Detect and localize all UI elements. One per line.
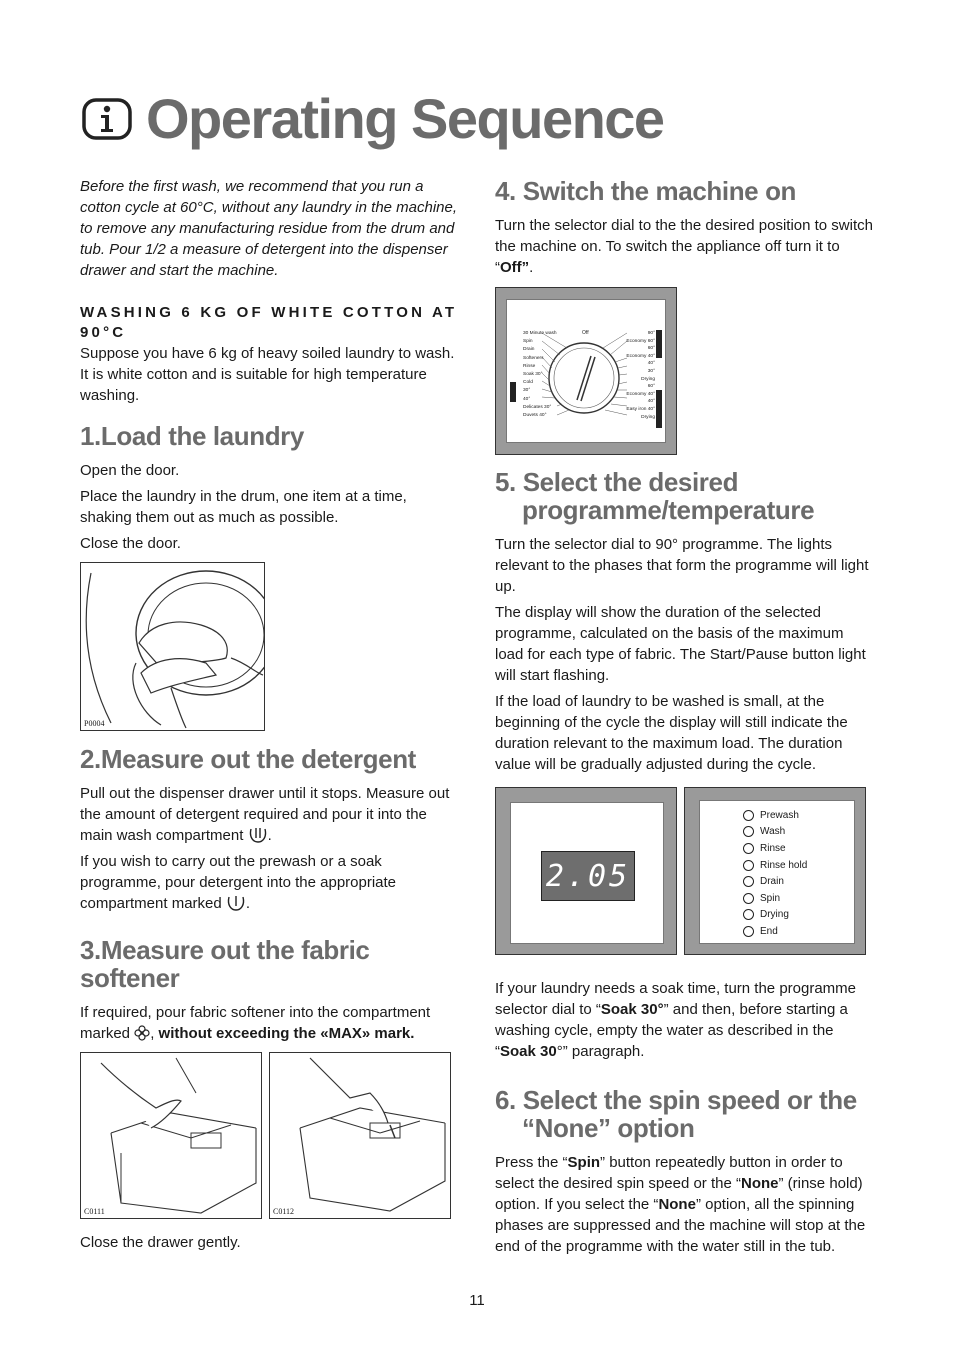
phase-lights-panel <box>684 787 866 955</box>
time-display <box>541 851 635 901</box>
step2-title: Measure out the detergent <box>100 744 416 774</box>
step4-heading <box>495 177 875 205</box>
dial-right-label: Drying <box>641 414 655 420</box>
step5-heading <box>495 468 875 524</box>
dial-right-labels <box>626 330 655 421</box>
step3-p1-comma: , <box>150 1025 155 1042</box>
page-number: 11 <box>469 1292 485 1309</box>
dial-right-label: Economy 40° <box>626 391 655 397</box>
dial-left-label: Cold <box>523 380 533 386</box>
step1-heading <box>80 422 460 450</box>
display-panel-inner <box>510 802 664 944</box>
dial-left-labels <box>523 330 557 420</box>
step2-heading <box>80 745 460 773</box>
step4-number: 4. <box>495 176 516 206</box>
image-label-c0111: C0111 <box>84 1207 105 1216</box>
indicator-light-icon <box>743 810 754 821</box>
phase-light-rinse-hold <box>743 857 854 874</box>
step3-heading <box>80 936 460 992</box>
indicator-light-icon <box>743 909 754 920</box>
step2-p1-end: . <box>267 827 272 844</box>
step3-p1 <box>80 1002 460 1044</box>
dial-right-label: 40° <box>647 361 655 367</box>
step2-p2 <box>80 851 460 914</box>
image-label-p0004: P0004 <box>84 719 105 728</box>
main-wash-icon <box>248 827 268 843</box>
phase-lights-list <box>700 801 854 940</box>
dial-left-label: Softeners <box>523 355 544 361</box>
dial-left-label: Delicates 30° <box>523 404 552 410</box>
step1-number: 1. <box>80 421 101 451</box>
phase-light-label: End <box>760 925 778 937</box>
dial-right-label: Easy iron 40° <box>626 406 655 412</box>
indicator-light-icon <box>743 843 754 854</box>
step4-p1-off: Off” <box>500 259 530 276</box>
drawer-illustrations <box>80 1052 460 1219</box>
dial-left-label: Spin <box>523 339 533 345</box>
dial-left-label: Drain <box>523 347 535 353</box>
right-column <box>495 176 875 1262</box>
step3-number: 3. <box>80 935 101 965</box>
drawer-illustration-2 <box>269 1052 451 1219</box>
step1-p3: Close the door. <box>80 535 181 552</box>
step5-title-block <box>495 468 875 524</box>
step6-title-line2: “None” option <box>522 1113 695 1143</box>
step5-p3: If the load of laundry to be washed is small, at the beginning of the cycle the display will still indicate the duration relevant to the maximum load. The duration value will be gradually adjusted during the cycle. <box>495 693 848 773</box>
step6-p1-none2: None <box>658 1196 696 1213</box>
step2-p2-end: . <box>245 895 251 912</box>
phase-light-end <box>743 923 854 940</box>
dial-right-label: 60° <box>647 346 655 352</box>
step5-p4-b: ” and then, before starting a washing cycle, empty the water as described in the “ <box>495 1001 848 1060</box>
phase-light-drain <box>743 873 854 890</box>
step5-p4-c: °” paragraph. <box>556 1043 645 1060</box>
dial-right-label: 40° <box>647 399 655 405</box>
dial-left-label: Duvets 40° <box>523 413 547 419</box>
left-column <box>80 176 460 1258</box>
step6-title-line1: Select the spin speed or the <box>522 1085 857 1115</box>
indicator-light-icon <box>743 876 754 887</box>
selector-dial-figure <box>495 287 677 455</box>
phase-light-label: Spin <box>760 892 781 904</box>
dial-right-label: 30° <box>647 368 655 374</box>
phase-light-spin <box>743 890 854 907</box>
phase-lights-inner <box>699 800 855 944</box>
step3-p1-bold: without exceeding the «MAX» mark. <box>158 1025 415 1042</box>
phase-light-label: Rinse hold <box>760 859 808 871</box>
step5-title-line1: Select the desired <box>522 467 739 497</box>
intro-subtext: Suppose you have 6 kg of heavy soiled laundry to wash. It is white cotton and is suitable for high temperature washing. <box>80 345 455 404</box>
dial-left-label: Rinse <box>523 363 536 369</box>
step6-p1-a: Press the “ <box>495 1154 568 1171</box>
drawer-illustration-1 <box>80 1052 262 1219</box>
image-label-c0112: C0112 <box>273 1207 295 1216</box>
fabric-softener-icon <box>134 1025 150 1041</box>
dial-right-label: Economy 40° <box>626 353 655 359</box>
dial-right-label: 90° <box>647 331 655 336</box>
indicator-light-icon <box>743 826 754 837</box>
dial-right-label: Economy 60° <box>626 338 655 344</box>
step1-title: Load the laundry <box>100 421 304 451</box>
step5-p2: The display will show the duration of the selected programme, calculated on the basis of the maximum load for each type of fabric. The Start/Pause button light will start flashing. <box>495 604 866 684</box>
step2-p2-text: If you wish to carry out the prewash or a soak programme, pour detergent into the appropriate compartment marked <box>80 853 397 912</box>
intro-subheading: WASHING 6 KG OF WHITE COTTON AT 90°C <box>80 304 458 341</box>
step2-p1 <box>80 783 460 846</box>
step2-p1-text: Pull out the dispenser drawer until it stops. Measure out the amount of detergent required and pour it into the main wash compartment <box>80 785 450 844</box>
step4-p1-text: Turn the selector dial to the the desired position to switch the machine on. To switch the appliance off turn it to “ <box>495 217 873 276</box>
phase-light-wash <box>743 824 854 841</box>
drum-loading-drawing <box>81 563 264 730</box>
phase-light-label: Rinse <box>760 842 786 854</box>
phase-light-drying <box>743 907 854 924</box>
step6-number: 6. <box>495 1085 516 1115</box>
step3-p1-text: If required, pour fabric softener into the compartment marked <box>80 1004 431 1042</box>
step6-p1-c: ” (rinse hold) option. If you select the “ <box>495 1175 863 1213</box>
load-laundry-illustration <box>80 562 265 731</box>
dial-left-label: Soak 30° <box>523 372 543 378</box>
display-panel <box>495 787 677 955</box>
prewash-icon <box>226 895 246 911</box>
phase-light-label: Prewash <box>760 809 799 821</box>
step6-p1-spin: Spin <box>567 1154 601 1171</box>
step4-p1 <box>495 215 875 278</box>
drawer-drawing-1 <box>81 1053 261 1218</box>
selector-dial-panel <box>506 299 666 443</box>
step5-title-line2: programme/temperature <box>522 495 815 525</box>
dial-right-label: Drying <box>641 376 655 382</box>
step3-p2: Close the drawer gently. <box>80 1234 241 1251</box>
step6-heading <box>495 1086 875 1142</box>
dial-off-label: Off <box>582 330 589 336</box>
control-panel-figure <box>495 787 870 955</box>
step5-p4-bold2: Soak 30 <box>500 1043 557 1060</box>
step2-number: 2. <box>80 744 101 774</box>
step6-title-block <box>495 1086 875 1142</box>
time-display-value: 2.05 <box>545 858 631 894</box>
phase-light-prewash <box>743 807 854 824</box>
page-header <box>82 84 664 154</box>
step5-p4-bold1: Soak 30° <box>600 1001 664 1018</box>
step1-p1: Open the door. <box>80 462 180 479</box>
phase-light-label: Drying <box>760 909 789 921</box>
indicator-light-icon <box>743 860 754 871</box>
step3-title: Measure out the fabric softener <box>80 935 370 993</box>
indicator-light-icon <box>743 893 754 904</box>
dial-left-label: 30 Minute wash <box>523 331 557 336</box>
step5-number: 5. <box>495 467 516 497</box>
step6-p1 <box>495 1152 875 1257</box>
phase-light-label: Wash <box>760 826 786 838</box>
step5-p1: Turn the selector dial to 90° programme. The lights relevant to the phases that form the programme will light up. <box>495 536 869 595</box>
phase-light-rinse <box>743 840 854 857</box>
info-icon <box>82 94 132 144</box>
step4-title: Switch the machine on <box>522 176 797 206</box>
drawer-drawing-2 <box>270 1053 450 1218</box>
step6-p1-none1: None <box>740 1175 779 1192</box>
indicator-light-icon <box>743 926 754 937</box>
step5-p4-a: If your laundry needs a soak time, turn the programme selector dial to “ <box>495 980 857 1018</box>
step6-p1-b: ” button repeatedly button in order to select the desired spin speed or the “ <box>495 1154 843 1192</box>
dial-left-label: 30° <box>523 388 531 394</box>
dial-right-label: 60° <box>647 384 655 390</box>
step5-p4 <box>495 978 875 1062</box>
step6-p1-d: ” option, all the spinning phases are suppressed and the machine will stop at the end of the programme with the water still in the tub. <box>495 1196 866 1255</box>
page-title: Operating Sequence <box>146 87 664 150</box>
step4-p1-end: . <box>529 259 534 276</box>
dial-left-label: 40° <box>523 396 531 402</box>
step1-p2: Place the laundry in the drum, one item at a time, shaking them out as much as possible. <box>80 488 407 526</box>
intro-text: Before the first wash, we recommend that you run a cotton cycle at 60°C, without any laundry in the machine, to remove any manufacturing residue from the drum and tub. Pour 1/2 a measure of detergent into the dispenser drawer and start the machine. <box>80 178 458 279</box>
phase-light-label: Drain <box>760 876 784 888</box>
